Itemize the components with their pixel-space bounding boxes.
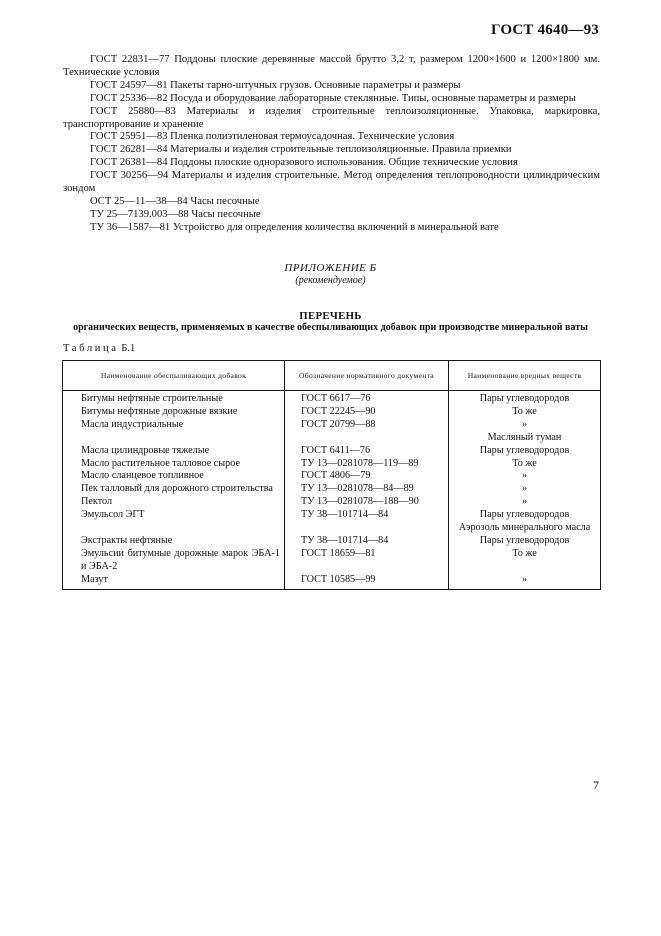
hazard-line: Пары углеводородов xyxy=(479,509,570,521)
reference-item: ГОСТ 25336—82 Посуда и оборудование лабораторные стеклянные. Типы, основные параметры и размеры xyxy=(90,92,576,104)
annex-status: (рекомендуемое) xyxy=(295,275,366,286)
additive-name: Экстракты нефтяные xyxy=(63,535,285,548)
document-code: ГОСТ 10585—99 xyxy=(285,574,449,589)
additives-table xyxy=(62,360,601,590)
reference-item: ГОСТ 24597—81 Пакеты тарно-штучных грузов. Основные параметры и размеры xyxy=(90,79,461,91)
additive-name: Пектол xyxy=(63,496,285,509)
hazard-line: » xyxy=(521,418,528,430)
list-subtitle: органических веществ, применяемых в качестве обеспыливающих добавок при производстве минеральной ваты xyxy=(73,322,588,333)
table-row xyxy=(63,496,601,509)
document-code: ТУ 38—101714—84 xyxy=(285,535,449,548)
table-row xyxy=(63,391,601,406)
reference-item: ГОСТ 26381—84 Поддоны плоские одноразового использования. Общие технические условия xyxy=(90,157,518,169)
document-code: ГОСТ 6617—76 xyxy=(285,391,449,406)
additive-name: Масла индустриальные xyxy=(63,419,285,445)
additive-name: Пек талловый для дорожного строительства xyxy=(63,483,285,496)
table-caption xyxy=(63,343,135,354)
hazard-substance: » xyxy=(449,483,601,496)
table-row xyxy=(63,406,601,419)
table-row xyxy=(63,470,601,483)
table-row xyxy=(63,458,601,471)
table-caption-word: Таблица xyxy=(63,343,119,354)
annex-title: ПРИЛОЖЕНИЕ Б xyxy=(284,262,377,274)
additive-name: Эмульсол ЭГТ xyxy=(63,509,285,535)
additive-name: Масло растительное талловое сырое xyxy=(63,458,285,471)
column-header-document: Обозначение нормативного документа xyxy=(285,361,449,391)
hazard-substance: » xyxy=(449,470,601,483)
table-row xyxy=(63,419,601,445)
table-caption-number: Б.1 xyxy=(121,343,136,354)
reference-item: ОСТ 25—11—38—84 Часы песочные xyxy=(90,195,260,207)
hazard-substance: То же xyxy=(449,458,601,471)
page-number: 7 xyxy=(593,778,599,792)
reference-item: ГОСТ 26281—84 Материалы и изделия строительные теплоизоляционные. Правила приемки xyxy=(90,144,512,156)
hazard-substance: То же xyxy=(449,406,601,419)
document-code: ГОСТ 4806—79 xyxy=(285,470,449,483)
column-header-additive: Наименование обеспыливающих добавок xyxy=(63,361,285,391)
hazard-line: Масляный туман xyxy=(487,431,562,443)
additive-name: Масло сланцевое топливное xyxy=(63,470,285,483)
hazard-substance: » xyxy=(449,496,601,509)
column-header-hazard: Наименование вредных веществ xyxy=(449,361,601,391)
reference-item: ГОСТ 25951—83 Пленка полиэтиленовая термоусадочная. Технические условия xyxy=(90,131,455,143)
list-title: ПЕРЕЧЕНЬ xyxy=(299,310,362,322)
additive-name: Мазут xyxy=(63,574,285,589)
additive-name: Битумы нефтяные строительные xyxy=(63,391,285,406)
table-row xyxy=(63,574,601,589)
table-row xyxy=(63,509,601,535)
hazard-substance: » xyxy=(449,574,601,589)
hazard-substance: Пары углеводородов xyxy=(449,535,601,548)
normative-references xyxy=(63,54,600,235)
hazard-line: Аэрозоль минерального масла xyxy=(458,522,591,534)
hazard-substance: Пары углеводородов xyxy=(449,391,601,406)
hazard-substance xyxy=(449,509,601,535)
reference-item: ГОСТ 25880—83 Материалы и изделия строительные теплоизоляционные. Упаковка, маркировка, транспортирование и хранение xyxy=(63,105,600,130)
document-code-header: ГОСТ 4640—93 xyxy=(490,22,599,38)
reference-item: ТУ 25—7139.003—88 Часы песочные xyxy=(90,208,261,220)
hazard-substance: То же xyxy=(449,548,601,574)
table-header-row xyxy=(63,361,601,391)
document-code: ГОСТ 20799—88 xyxy=(285,419,449,445)
table-row xyxy=(63,483,601,496)
reference-item: ТУ 36—1587—81 Устройство для определения количества включений в минеральной вате xyxy=(90,221,499,233)
table-row xyxy=(63,548,601,574)
document-code: ГОСТ 18659—81 xyxy=(285,548,449,574)
additive-name: Битумы нефтяные дорожные вязкие xyxy=(63,406,285,419)
document-code: ГОСТ 6411—76 xyxy=(285,445,449,458)
document-code: ГОСТ 22245—90 xyxy=(285,406,449,419)
document-code: ТУ 13—0281078—84—89 xyxy=(285,483,449,496)
reference-item: ГОСТ 22831—77 Поддоны плоские деревянные массой брутто 3,2 т, размером 1200×1600 и 1200×1800 мм. Технические условия xyxy=(63,54,600,78)
document-code: ТУ 38—101714—84 xyxy=(285,509,449,535)
hazard-substance: Пары углеводородов xyxy=(449,445,601,458)
document-code: ТУ 13—0281078—188—90 xyxy=(285,496,449,509)
additive-name: Масла цилиндровые тяжелые xyxy=(63,445,285,458)
additive-name: Эмульсии битумные дорожные марок ЭБА-1 и ЭБА-2 xyxy=(63,548,285,574)
table-row xyxy=(63,445,601,458)
reference-item: ГОСТ 30256—94 Материалы и изделия строительные. Метод определения теплопроводности цилиндрическим зондом xyxy=(63,170,600,195)
table-row xyxy=(63,535,601,548)
document-code: ТУ 13—0281078—119—89 xyxy=(285,458,449,471)
hazard-substance xyxy=(449,419,601,445)
